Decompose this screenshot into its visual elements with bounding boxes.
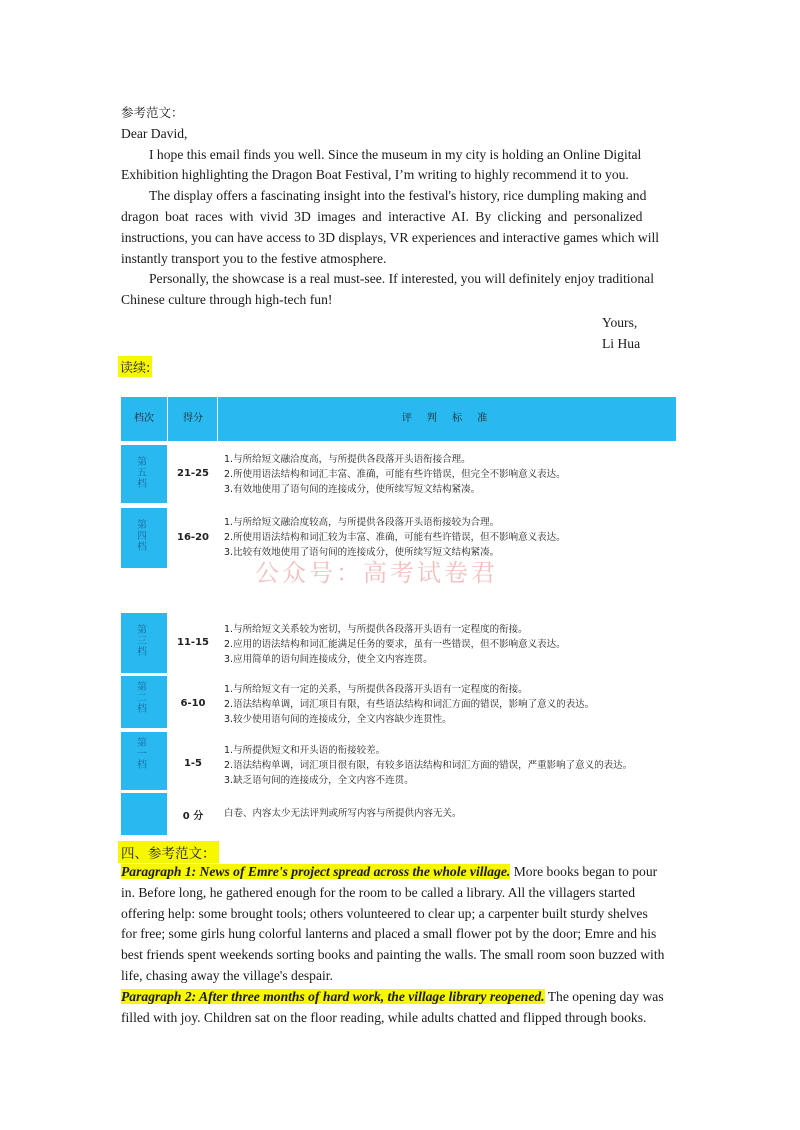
rubric-header (121, 397, 676, 441)
letter-para-1-line-1: I hope this email finds you well. Since the museum in my city is holding an Online Digital (149, 146, 642, 162)
paragraph-1-line: in. Before long, he gathered enough for the room to be called a library. All the villagers started (121, 884, 635, 900)
letter-signature: Li Hua (602, 336, 641, 351)
rubric-row (121, 676, 676, 728)
letter-section-label: 参考范文： (121, 105, 184, 120)
paragraph-1-line: life, chasing away the village's despair. (121, 967, 333, 983)
letter-para-2-line-4: instantly transport you to the festive atmosphere. (121, 250, 387, 266)
row-level: 第一档 (137, 738, 147, 771)
watermark: 公众号：高考试卷君 (255, 559, 498, 587)
letter-para-3-line-1: Personally, the showcase is a real must-see. If interested, you will definitely enjoy traditional (149, 271, 654, 287)
reading-label: 读续: (118, 356, 152, 377)
section-4-heading: 四、参考范文： (118, 841, 219, 863)
row-criteria: 1.与所提供短文和开头语的衔接较差。 2.语法结构单调，词汇项目很有限，有较多语法结构和词汇方面的错误，严重影响了意义的表达。 3.缺乏语句间的连接成分，全文内容不连贯。 (224, 745, 633, 786)
letter-greeting: Dear David, (121, 125, 188, 141)
row-criteria: 1.与所给短文融洽度较高，与所提供各段落开头语衔接较为合理。 2.所使用语法结构和词汇较为丰富、准确，可能有些许错误，但不影响意义表达。 3.比较有效地使用了语句间的连接成分，使所续写短文结构紧凑。 (224, 517, 566, 558)
paragraph-1-line: for free; some girls hung colorful lanterns and placed a small flower pot by the door; Emre and his (121, 926, 657, 942)
paragraph-1-line: offering help: some brought tools; others volunteered to clear up; a carpenter built sturdy shelves (121, 905, 648, 921)
letter-para-3-line-2: Chinese culture through high-tech fun! (121, 292, 333, 308)
row-criteria: 1.与所给短文关系较为密切，与所提供各段落开头语有一定程度的衔接。 2.应用的语法结构和词汇能满足任务的要求，虽有一些错误，但不影响意义表达。 3.应用简单的语句间连接成分，使全文内容连贯。 (224, 624, 566, 665)
row-score: 16-20 (177, 532, 209, 543)
row-level: 第四档 (137, 520, 147, 553)
row-score: 0 分 (182, 811, 204, 822)
paragraph-1-line: best friends spent weekends sorting books and painting the walls. The small room soon buzzed with (121, 947, 665, 963)
paragraph-2-first-line: Paragraph 2: After three months of hard work, the village library reopened. The opening day was (121, 988, 664, 1004)
letter-para-2-line-3: instructions, you can have access to 3D displays, VR experiences and interactive games which will (121, 229, 660, 245)
paragraph-2-label: Paragraph 2: After three months of hard work, the village library reopened. (121, 988, 545, 1004)
rubric-row (121, 793, 676, 835)
letter (121, 103, 681, 311)
header-criteria: 评 判 标 准 (217, 397, 677, 441)
letter-para-2-line-1: The display offers a fascinating insight into the festival's history, rice dumpling making and (149, 188, 647, 204)
rubric-row (121, 445, 676, 503)
row-criteria: 1.与所给短文融洽度高，与所提供各段落开头语衔接合理。 2.所使用语法结构和词汇丰富、准确，可能有些许错误，但完全不影响意义表达。 3.有效地使用了语句间的连接成分，使所续写短文结构紧凑。 (224, 454, 566, 495)
letter-para-2-line-2: dragon boat races with vivid 3D images and interactive AI. By clicking and personalized (121, 208, 643, 224)
row-level: 第三档 (137, 625, 147, 658)
paragraph-1-label: Paragraph 1: News of Emre's project spread across the whole village. (121, 864, 511, 879)
rubric-row (121, 732, 676, 790)
header-level: 档次 (134, 413, 154, 424)
row-criteria: 白卷、内容太少无法评判或所写内容与所提供内容无关。 (224, 808, 462, 819)
rubric-table-bottom (121, 613, 676, 835)
paragraph-1-first-line: Paragraph 1: News of Emre's project spread across the whole village. More books began to pour (121, 864, 658, 879)
paragraph-2-line: filled with joy. Children sat on the floor reading, while adults chatted and flipped through books. (121, 1009, 647, 1025)
row-level: 第五档 (137, 457, 147, 490)
row-criteria: 1.与所给短文有一定的关系，与所提供各段落开头语有一定程度的衔接。 2.语法结构单调，词汇项目有限，有些语法结构和词汇方面的错误，影响了意义的表达。 3.较少使用语句间的连接成分，全文内容缺少连贯性。 (224, 684, 595, 725)
continuation-text (121, 862, 681, 1028)
header-score: 得分 (167, 397, 218, 441)
row-score: 1-5 (183, 758, 203, 769)
row-level: 第二档 (137, 682, 147, 715)
rubric-table-top (121, 397, 676, 569)
rubric-row (121, 613, 676, 673)
row-score: 11-15 (177, 637, 209, 648)
letter-closing: Yours, (602, 315, 638, 330)
row-score: 6-10 (180, 698, 206, 709)
row-score: 21-25 (177, 468, 209, 479)
letter-para-1-line-2: Exhibition highlighting the Dragon Boat Festival, I’m writing to highly recommend it to you. (121, 167, 629, 183)
